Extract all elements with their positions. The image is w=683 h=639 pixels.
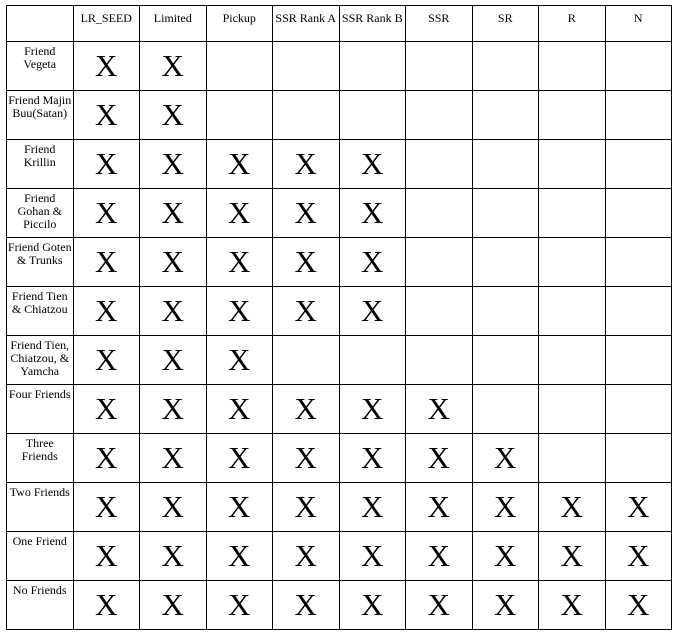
cell-mark: X xyxy=(95,489,118,524)
table-cell xyxy=(339,238,406,287)
cell-mark: X xyxy=(361,391,384,426)
table-cell xyxy=(339,42,406,91)
cell-mark: X xyxy=(627,587,650,622)
table-cell xyxy=(339,91,406,140)
header-row xyxy=(7,6,672,42)
table-cell xyxy=(273,42,340,91)
table-cell xyxy=(406,336,473,385)
table-cell xyxy=(472,581,539,630)
table-row xyxy=(7,336,672,385)
table-cell xyxy=(73,287,140,336)
cell-mark: X xyxy=(361,244,384,279)
cell-mark: X xyxy=(161,391,184,426)
table-cell xyxy=(539,189,606,238)
cell-mark: X xyxy=(294,146,317,181)
table-cell xyxy=(472,434,539,483)
table-cell xyxy=(339,434,406,483)
table-row xyxy=(7,140,672,189)
cell-mark xyxy=(340,91,406,139)
table-cell xyxy=(605,238,672,287)
column-header-ssr-rank-b xyxy=(339,6,406,42)
column-header-lr-seed xyxy=(73,6,140,42)
cell-mark xyxy=(406,140,472,188)
table-cell xyxy=(273,238,340,287)
cell-mark xyxy=(606,42,672,90)
row-label: Two Friends xyxy=(9,485,70,499)
table-cell xyxy=(339,287,406,336)
table-cell xyxy=(605,336,672,385)
cell-mark xyxy=(539,140,605,188)
table-cell xyxy=(539,336,606,385)
table-cell xyxy=(140,581,207,630)
column-header-ssr-rank-a xyxy=(273,6,340,42)
cell-mark xyxy=(539,287,605,335)
table-cell xyxy=(605,42,672,91)
table-cell xyxy=(472,140,539,189)
cell-mark xyxy=(606,140,672,188)
table-cell xyxy=(273,483,340,532)
row-label: No Friends xyxy=(12,583,67,597)
cell-mark: X xyxy=(161,293,184,328)
cell-mark: X xyxy=(161,97,184,132)
table-cell xyxy=(273,91,340,140)
cell-mark xyxy=(406,238,472,286)
table-cell xyxy=(206,91,273,140)
cell-mark xyxy=(406,42,472,90)
cell-mark xyxy=(340,42,406,90)
table-cell xyxy=(539,287,606,336)
cell-mark xyxy=(539,434,605,482)
cell-mark: X xyxy=(228,440,251,475)
column-header-label: N xyxy=(633,11,643,25)
table-cell xyxy=(140,532,207,581)
table-cell xyxy=(140,385,207,434)
cell-mark: X xyxy=(294,489,317,524)
cell-mark: X xyxy=(627,538,650,573)
table-cell xyxy=(140,238,207,287)
table-cell xyxy=(539,140,606,189)
column-header-label: SSR Rank A xyxy=(275,11,337,25)
table-cell xyxy=(339,385,406,434)
cell-mark: X xyxy=(95,342,118,377)
cell-mark xyxy=(606,238,672,286)
table-cell xyxy=(539,434,606,483)
cell-mark: X xyxy=(228,538,251,573)
cell-mark: X xyxy=(427,489,450,524)
cell-mark: X xyxy=(161,244,184,279)
cell-mark: X xyxy=(161,146,184,181)
table-cell xyxy=(472,483,539,532)
table-cell xyxy=(406,189,473,238)
cell-mark xyxy=(473,140,539,188)
table-cell xyxy=(206,140,273,189)
table-cell xyxy=(273,385,340,434)
row-header-cell xyxy=(7,483,74,532)
table-cell xyxy=(140,434,207,483)
cell-mark: X xyxy=(494,587,517,622)
cell-mark: X xyxy=(560,489,583,524)
row-header-cell xyxy=(7,189,74,238)
cell-mark xyxy=(473,189,539,237)
table-cell xyxy=(339,140,406,189)
table-cell xyxy=(206,42,273,91)
cell-mark: X xyxy=(95,97,118,132)
table-cell xyxy=(406,434,473,483)
cell-mark xyxy=(606,336,672,384)
row-label: Friend Tien & Chiatzou xyxy=(11,289,68,316)
table-cell xyxy=(472,189,539,238)
row-label: Four Friends xyxy=(8,387,71,401)
row-label: One Friend xyxy=(12,534,67,548)
table-cell xyxy=(339,483,406,532)
table-cell xyxy=(406,140,473,189)
cell-mark: X xyxy=(294,391,317,426)
table-cell xyxy=(206,532,273,581)
table-body xyxy=(7,42,672,630)
table-row xyxy=(7,532,672,581)
table-cell xyxy=(539,532,606,581)
table-cell xyxy=(273,140,340,189)
cell-mark: X xyxy=(361,293,384,328)
cell-mark: X xyxy=(361,538,384,573)
column-header-label: LR_SEED xyxy=(80,11,132,25)
row-header-cell xyxy=(7,140,74,189)
table-cell xyxy=(206,385,273,434)
table-cell xyxy=(140,189,207,238)
table-row xyxy=(7,434,672,483)
cell-mark: X xyxy=(161,440,184,475)
table-cell xyxy=(339,189,406,238)
column-header-label: Limited xyxy=(153,11,192,25)
cell-mark xyxy=(539,336,605,384)
table-cell xyxy=(339,532,406,581)
column-header-label xyxy=(7,6,73,12)
table-row xyxy=(7,42,672,91)
table-row xyxy=(7,189,672,238)
cell-mark xyxy=(539,91,605,139)
cell-mark: X xyxy=(494,440,517,475)
table-cell xyxy=(406,42,473,91)
table-cell xyxy=(140,42,207,91)
table-cell xyxy=(140,336,207,385)
table-cell xyxy=(73,483,140,532)
table-cell xyxy=(472,336,539,385)
table-cell xyxy=(406,385,473,434)
table-cell xyxy=(73,336,140,385)
cell-mark: X xyxy=(294,244,317,279)
row-header-cell xyxy=(7,287,74,336)
table-cell xyxy=(605,140,672,189)
cell-mark: X xyxy=(294,538,317,573)
table-cell xyxy=(73,385,140,434)
table-cell xyxy=(273,189,340,238)
cell-mark: X xyxy=(228,244,251,279)
table-cell xyxy=(206,189,273,238)
table-cell xyxy=(273,581,340,630)
cell-mark: X xyxy=(294,440,317,475)
cell-mark xyxy=(539,238,605,286)
table-cell xyxy=(206,238,273,287)
cell-mark: X xyxy=(228,587,251,622)
cell-mark xyxy=(273,91,339,139)
table-cell xyxy=(206,287,273,336)
table-cell xyxy=(73,91,140,140)
cell-mark: X xyxy=(294,587,317,622)
cell-mark xyxy=(473,287,539,335)
table-cell xyxy=(206,434,273,483)
row-label: Three Friends xyxy=(21,436,58,463)
cell-mark: X xyxy=(627,489,650,524)
column-header-label: SSR xyxy=(428,11,450,25)
cell-mark: X xyxy=(161,195,184,230)
cell-mark xyxy=(606,189,672,237)
cell-mark xyxy=(273,42,339,90)
cell-mark: X xyxy=(427,587,450,622)
cell-mark xyxy=(207,91,273,139)
cell-mark: X xyxy=(427,391,450,426)
cell-mark: X xyxy=(427,440,450,475)
row-header-cell xyxy=(7,336,74,385)
cell-mark: X xyxy=(294,195,317,230)
cell-mark: X xyxy=(161,587,184,622)
column-header-limited xyxy=(140,6,207,42)
table-cell xyxy=(472,287,539,336)
table-cell xyxy=(539,483,606,532)
cell-mark: X xyxy=(161,342,184,377)
row-label: Friend Majin Buu(Satan) xyxy=(8,93,72,120)
cell-mark: X xyxy=(95,195,118,230)
column-header-label: R xyxy=(567,11,576,25)
row-label: Friend Vegeta xyxy=(23,44,57,71)
cell-mark: X xyxy=(95,48,118,83)
row-header-cell xyxy=(7,434,74,483)
cell-mark: X xyxy=(361,489,384,524)
cell-mark xyxy=(406,287,472,335)
row-header-cell xyxy=(7,532,74,581)
cell-mark: X xyxy=(228,195,251,230)
table-cell xyxy=(605,483,672,532)
table-cell xyxy=(605,91,672,140)
cell-mark: X xyxy=(427,538,450,573)
table-cell xyxy=(73,581,140,630)
cell-mark: X xyxy=(560,587,583,622)
cell-mark xyxy=(539,189,605,237)
row-header-cell xyxy=(7,91,74,140)
cell-mark: X xyxy=(95,244,118,279)
table-cell xyxy=(406,483,473,532)
cell-mark xyxy=(207,42,273,90)
cell-mark: X xyxy=(560,538,583,573)
cell-mark: X xyxy=(494,538,517,573)
table-cell xyxy=(406,287,473,336)
table-cell xyxy=(406,238,473,287)
table-row xyxy=(7,385,672,434)
cell-mark xyxy=(606,287,672,335)
table-cell xyxy=(273,336,340,385)
table-cell xyxy=(472,385,539,434)
cell-mark: X xyxy=(161,489,184,524)
cell-mark: X xyxy=(95,146,118,181)
table-row xyxy=(7,287,672,336)
table-row xyxy=(7,91,672,140)
table-cell xyxy=(339,581,406,630)
cell-mark: X xyxy=(228,342,251,377)
table-cell xyxy=(406,532,473,581)
cell-mark xyxy=(473,91,539,139)
cell-mark xyxy=(273,336,339,384)
table-cell xyxy=(273,532,340,581)
table-row xyxy=(7,581,672,630)
cell-mark xyxy=(473,336,539,384)
cell-mark: X xyxy=(95,538,118,573)
cell-mark: X xyxy=(95,440,118,475)
cell-mark: X xyxy=(95,293,118,328)
cell-mark xyxy=(340,336,406,384)
table-cell xyxy=(339,336,406,385)
header-corner-cell xyxy=(7,6,74,42)
table-cell xyxy=(140,483,207,532)
table-cell xyxy=(539,385,606,434)
table-cell xyxy=(539,91,606,140)
table-cell xyxy=(73,434,140,483)
table-cell xyxy=(539,238,606,287)
cell-mark xyxy=(473,42,539,90)
table-row xyxy=(7,483,672,532)
cell-mark: X xyxy=(361,195,384,230)
table-cell xyxy=(605,189,672,238)
table-cell xyxy=(605,287,672,336)
column-header-sr xyxy=(472,6,539,42)
table-row xyxy=(7,238,672,287)
row-label: Friend Gohan & Piccilo xyxy=(17,191,62,231)
row-label: Friend Tien, Chiatzou, & Yamcha xyxy=(10,338,70,378)
cell-mark: X xyxy=(361,440,384,475)
table-cell xyxy=(273,287,340,336)
table-cell xyxy=(472,532,539,581)
table-cell xyxy=(605,434,672,483)
table-cell xyxy=(73,42,140,91)
cell-mark: X xyxy=(95,587,118,622)
cell-mark xyxy=(406,91,472,139)
table-cell xyxy=(73,532,140,581)
cell-mark: X xyxy=(361,146,384,181)
cell-mark: X xyxy=(228,391,251,426)
cell-mark: X xyxy=(294,293,317,328)
table-cell xyxy=(539,42,606,91)
table-cell xyxy=(140,140,207,189)
table-cell xyxy=(206,581,273,630)
cell-mark: X xyxy=(494,489,517,524)
cell-mark xyxy=(539,385,605,433)
eligibility-table xyxy=(6,5,672,630)
table-cell xyxy=(73,238,140,287)
cell-mark: X xyxy=(228,146,251,181)
cell-mark: X xyxy=(95,391,118,426)
row-header-cell xyxy=(7,42,74,91)
column-header-r xyxy=(539,6,606,42)
cell-mark xyxy=(406,336,472,384)
cell-mark: X xyxy=(361,587,384,622)
row-header-cell xyxy=(7,385,74,434)
table-cell xyxy=(73,140,140,189)
cell-mark xyxy=(473,385,539,433)
table-cell xyxy=(605,385,672,434)
table-cell xyxy=(273,434,340,483)
column-header-label: SSR Rank B xyxy=(341,11,403,25)
table-cell xyxy=(539,581,606,630)
table-cell xyxy=(73,189,140,238)
table-cell xyxy=(140,91,207,140)
cell-mark xyxy=(406,189,472,237)
cell-mark: X xyxy=(161,48,184,83)
row-label: Friend Goten & Trunks xyxy=(7,240,72,267)
row-label: Friend Krillin xyxy=(23,142,56,169)
column-header-n xyxy=(605,6,672,42)
table-cell xyxy=(206,336,273,385)
table-cell xyxy=(406,581,473,630)
column-header-label: SR xyxy=(497,11,513,25)
cell-mark xyxy=(606,434,672,482)
table-cell xyxy=(140,287,207,336)
cell-mark xyxy=(539,42,605,90)
column-header-label: Pickup xyxy=(222,11,256,25)
row-header-cell xyxy=(7,238,74,287)
cell-mark: X xyxy=(228,489,251,524)
cell-mark: X xyxy=(228,293,251,328)
cell-mark xyxy=(473,238,539,286)
table-cell xyxy=(472,238,539,287)
cell-mark xyxy=(606,385,672,433)
table-cell xyxy=(206,483,273,532)
column-header-ssr xyxy=(406,6,473,42)
table-cell xyxy=(472,91,539,140)
table-cell xyxy=(605,532,672,581)
table-cell xyxy=(605,581,672,630)
table-cell xyxy=(472,42,539,91)
cell-mark: X xyxy=(161,538,184,573)
table-cell xyxy=(406,91,473,140)
row-header-cell xyxy=(7,581,74,630)
column-header-pickup xyxy=(206,6,273,42)
cell-mark xyxy=(606,91,672,139)
